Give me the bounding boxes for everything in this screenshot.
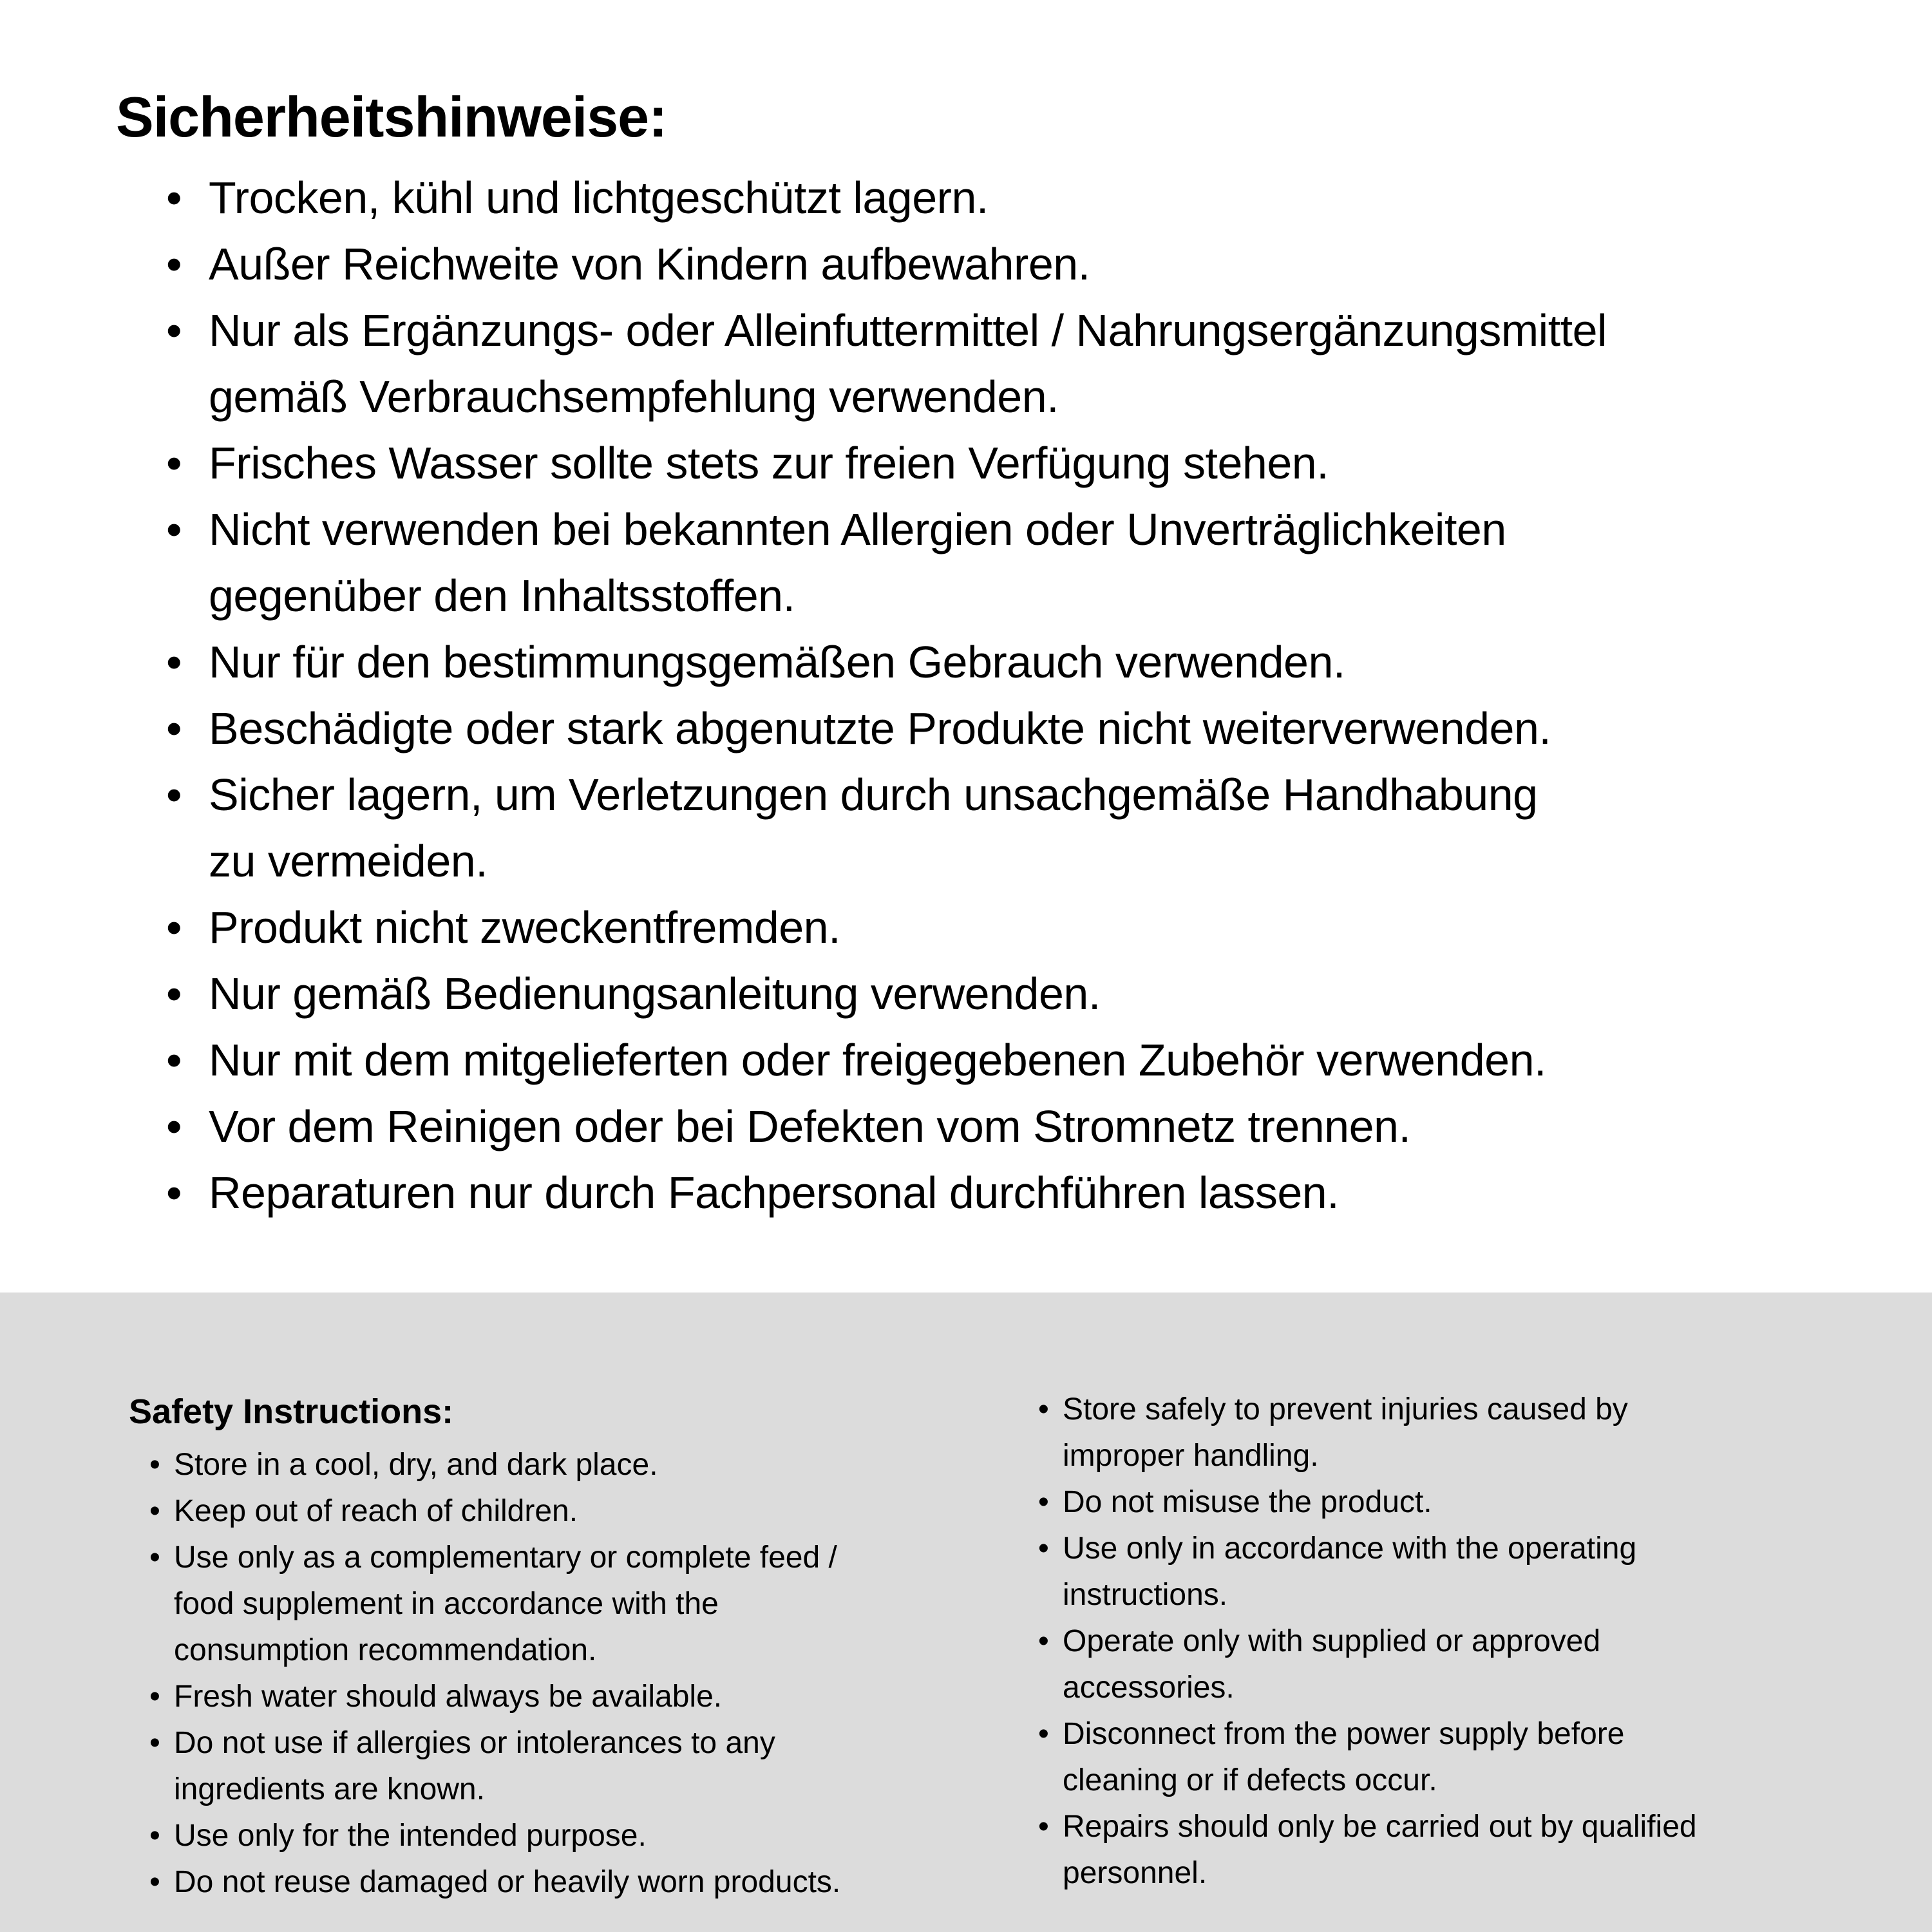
bullet-icon: • — [149, 1726, 160, 1760]
bullet-icon: • — [166, 637, 182, 687]
list-item-text: Fresh water should always be available. — [174, 1680, 723, 1714]
list-item-text: Keep out of reach of children. — [174, 1494, 578, 1528]
bullet-icon: • — [1038, 1624, 1049, 1658]
list-item-text: instructions. — [1063, 1578, 1228, 1612]
list-item — [166, 563, 1607, 629]
list-item-text: Nur mit dem mitgelieferten oder freigegebenen Zubehör verwenden. — [209, 1035, 1546, 1085]
list-item — [1038, 1572, 1697, 1618]
bullet-icon: • — [166, 969, 182, 1019]
list-item-text: Produkt nicht zweckentfremden. — [209, 902, 841, 952]
list-item-text: gegenüber den Inhaltsstoffen. — [209, 571, 795, 621]
list-item — [166, 1027, 1607, 1094]
bullet-icon: • — [149, 1540, 160, 1575]
list-item — [1038, 1479, 1697, 1526]
list-item — [166, 629, 1607, 696]
list-item — [1038, 1618, 1697, 1665]
list-item — [166, 961, 1607, 1027]
english-instructions-list-left — [149, 1442, 840, 1906]
list-item — [166, 1094, 1607, 1160]
list-item — [166, 1160, 1607, 1226]
bullet-icon: • — [149, 1680, 160, 1714]
list-item — [1038, 1433, 1697, 1479]
bullet-icon: • — [149, 1819, 160, 1853]
list-item — [1038, 1804, 1697, 1850]
list-item-text: Store safely to prevent injuries caused by — [1063, 1392, 1628, 1426]
list-item-text: Nicht verwenden bei bekannten Allergien oder Unverträglichkeiten — [209, 504, 1506, 554]
bullet-icon: • — [166, 305, 182, 355]
bullet-icon: • — [149, 1448, 160, 1482]
list-item — [166, 696, 1607, 762]
bullet-icon: • — [166, 239, 182, 289]
bullet-icon: • — [1038, 1485, 1049, 1519]
german-section-title: Sicherheitshinweise: — [116, 85, 667, 149]
list-item-text: Reparaturen nur durch Fachpersonal durchführen lassen. — [209, 1168, 1340, 1218]
list-item-text: Repairs should only be carried out by qualified — [1063, 1810, 1697, 1844]
list-item-text: food supplement in accordance with the — [174, 1587, 719, 1621]
bullet-icon: • — [149, 1865, 160, 1899]
bullet-icon: • — [166, 1168, 182, 1218]
bullet-icon: • — [1038, 1392, 1049, 1426]
bullet-icon: • — [166, 1035, 182, 1085]
list-item — [149, 1627, 840, 1674]
list-item-text: gemäß Verbrauchsempfehlung verwenden. — [209, 372, 1059, 422]
bullet-icon: • — [166, 770, 182, 820]
list-item-text: Außer Reichweite von Kindern aufbewahren. — [209, 239, 1090, 289]
list-item-text: zu vermeiden. — [209, 836, 488, 886]
list-item-text: Operate only with supplied or approved — [1063, 1624, 1601, 1658]
list-item — [1038, 1711, 1697, 1757]
list-item-text: cleaning or if defects occur. — [1063, 1763, 1437, 1797]
bullet-icon: • — [166, 703, 182, 753]
list-item-text: Frisches Wasser sollte stets zur freien Verfügung stehen. — [209, 438, 1329, 488]
list-item-text: Use only as a complementary or complete feed / — [174, 1540, 837, 1575]
list-item — [166, 430, 1607, 497]
list-item — [166, 231, 1607, 298]
list-item — [149, 1766, 840, 1813]
english-section-panel — [0, 1293, 1932, 1932]
list-item-text: personnel. — [1063, 1856, 1208, 1890]
english-instructions-list-right — [1038, 1387, 1697, 1897]
list-item-text: Trocken, kühl und lichtgeschützt lagern. — [209, 173, 989, 223]
list-item — [166, 497, 1607, 563]
list-item — [166, 762, 1607, 828]
list-item — [149, 1859, 840, 1906]
bullet-icon: • — [149, 1494, 160, 1528]
list-item-text: Beschädigte oder stark abgenutzte Produkte nicht weiterverwenden. — [209, 703, 1551, 753]
list-item — [1038, 1387, 1697, 1433]
bullet-icon: • — [166, 902, 182, 952]
bullet-icon: • — [166, 504, 182, 554]
list-item — [166, 165, 1607, 231]
german-instructions-list — [166, 165, 1607, 1226]
list-item-text: Disconnect from the power supply before — [1063, 1717, 1625, 1751]
list-item-text: Nur für den bestimmungsgemäßen Gebrauch verwenden. — [209, 637, 1345, 687]
list-item — [149, 1442, 840, 1488]
list-item-text: improper handling. — [1063, 1439, 1319, 1473]
list-item — [1038, 1526, 1697, 1572]
list-item — [149, 1535, 840, 1581]
list-item — [149, 1488, 840, 1535]
list-item-text: Do not reuse damaged or heavily worn products. — [174, 1865, 841, 1899]
list-item — [166, 298, 1607, 364]
list-item — [1038, 1757, 1697, 1804]
english-section-title: Safety Instructions: — [129, 1392, 454, 1431]
bullet-icon: • — [166, 1101, 182, 1151]
list-item — [149, 1720, 840, 1766]
list-item — [166, 895, 1607, 961]
list-item — [1038, 1850, 1697, 1897]
list-item-text: accessories. — [1063, 1671, 1235, 1705]
bullet-icon: • — [166, 438, 182, 488]
list-item-text: consumption recommendation. — [174, 1633, 597, 1667]
list-item-text: Nur als Ergänzungs- oder Alleinfuttermittel / Nahrungsergänzungsmittel — [209, 305, 1607, 355]
list-item-text: Use only for the intended purpose. — [174, 1819, 647, 1853]
bullet-icon: • — [1038, 1531, 1049, 1566]
list-item-text: Sicher lagern, um Verletzungen durch unsachgemäße Handhabung — [209, 770, 1538, 820]
list-item — [1038, 1665, 1697, 1711]
bullet-icon: • — [1038, 1717, 1049, 1751]
list-item-text: Use only in accordance with the operating — [1063, 1531, 1637, 1566]
list-item — [166, 364, 1607, 430]
list-item-text: Nur gemäß Bedienungsanleitung verwenden. — [209, 969, 1101, 1019]
list-item-text: Vor dem Reinigen oder bei Defekten vom Stromnetz trennen. — [209, 1101, 1411, 1151]
list-item-text: Store in a cool, dry, and dark place. — [174, 1448, 658, 1482]
list-item — [166, 828, 1607, 895]
list-item-text: Do not misuse the product. — [1063, 1485, 1432, 1519]
list-item — [149, 1813, 840, 1859]
bullet-icon: • — [1038, 1810, 1049, 1844]
list-item-text: ingredients are known. — [174, 1772, 485, 1806]
bullet-icon: • — [166, 173, 182, 223]
list-item-text: Do not use if allergies or intolerances to any — [174, 1726, 775, 1760]
list-item — [149, 1674, 840, 1720]
list-item — [149, 1581, 840, 1627]
